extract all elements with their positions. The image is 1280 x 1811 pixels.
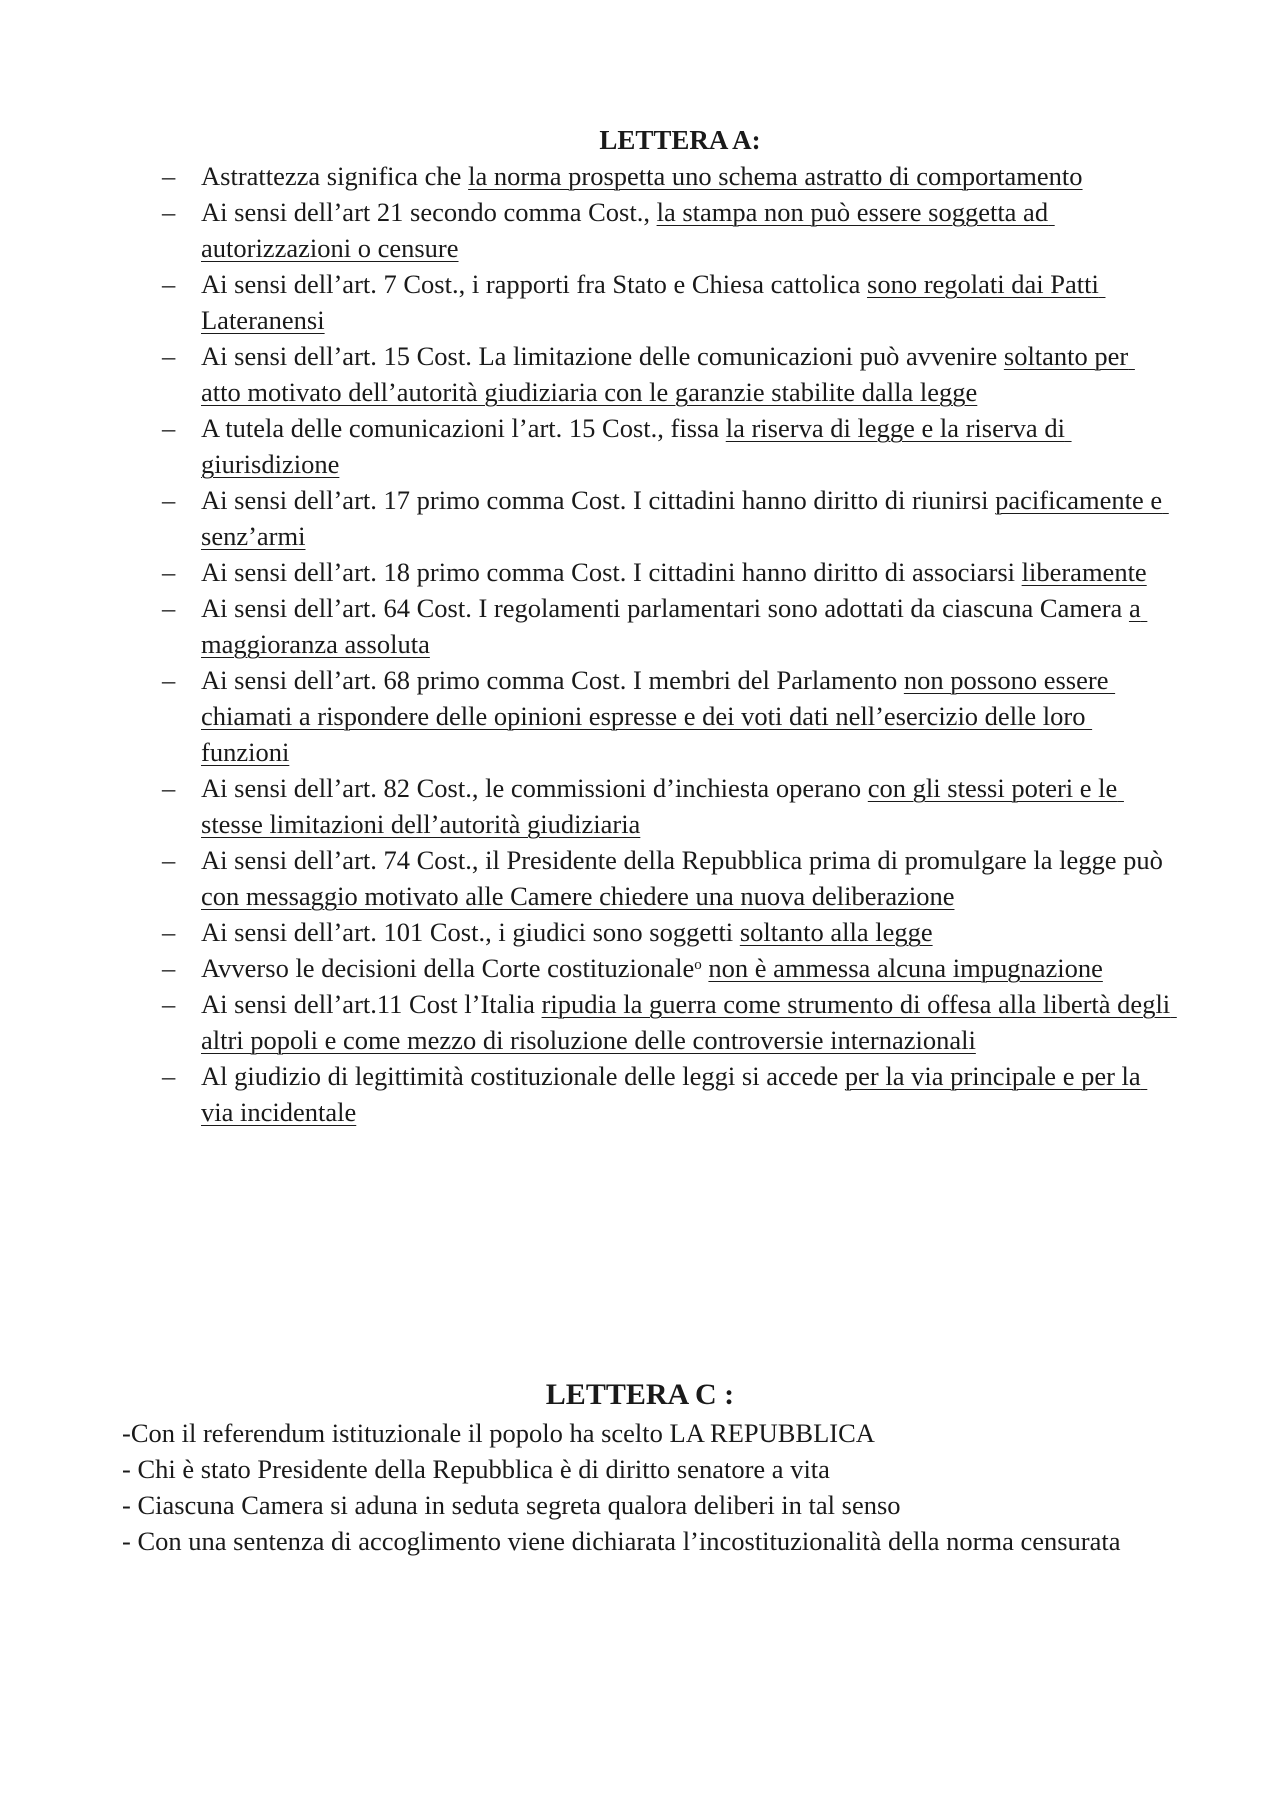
section-heading-lettera-c: LETTERA C : xyxy=(545,1378,735,1411)
underlined-answer: la riserva di legge e la riserva di giurisdizione xyxy=(201,413,1072,479)
list-item: – Ai sensi dell’art.11 Cost l’Italia ripudia la guerra come strumento di offesa alla libertà degli altri popoli e come mezzo di risoluzione delle controversie internazionali xyxy=(162,986,1172,1058)
list-item: – A tutela delle comunicazioni l’art. 15 Cost., fissa la riserva di legge e la riserva di giurisdizione xyxy=(162,410,1172,482)
list-item: - Chi è stato Presidente della Repubblica è di diritto senatore a vita xyxy=(122,1454,830,1484)
underlined-answer: liberamente xyxy=(1021,557,1147,587)
dash-bullet-icon: – xyxy=(162,269,176,299)
dash-bullet-icon: – xyxy=(162,341,176,371)
list-item: – Ai sensi dell’art. 74 Cost., il Presidente della Repubblica prima di promulgare la legge può con messaggio motivato alle Camere chiedere una nuova deliberazione xyxy=(162,842,1172,914)
underlined-answer: soltanto per atto motivato dell’autorità giudiziaria con le garanzie stabilite dalla legge xyxy=(201,341,1135,407)
list-item: – Ai sensi dell’art. 17 primo comma Cost. I cittadini hanno diritto di riunirsi pacificamente e senz’armi xyxy=(162,482,1172,554)
dash-bullet-icon: – xyxy=(162,953,176,983)
underlined-answer: non è ammessa alcuna impugnazione xyxy=(708,953,1103,983)
underlined-answer: con gli stessi poteri e le stesse limitazioni dell’autorità giudiziaria xyxy=(201,773,1124,839)
underlined-answer: pacificamente e senz’armi xyxy=(201,485,1169,551)
dash-bullet-icon: – xyxy=(162,161,176,191)
underlined-answer: soltanto alla legge xyxy=(739,917,933,947)
list-item: – Ai sensi dell’art. 82 Cost., le commissioni d’inchiesta operano con gli stessi poteri e le stesse limitazioni dell’autorità giudiziaria xyxy=(162,770,1172,842)
list-item: – Al giudizio di legittimità costituzionale delle leggi si accede per la via principale e per la via incidentale xyxy=(162,1058,1172,1130)
dash-bullet-icon: – xyxy=(162,917,176,947)
superscript-mark: o xyxy=(694,957,702,973)
underlined-answer: ripudia la guerra come strumento di offesa alla libertà degli altri popoli e come mezzo di risoluzione delle controversie internazionali xyxy=(201,989,1177,1055)
answers-list-lettera-a xyxy=(162,158,1177,1130)
dash-bullet-icon: – xyxy=(162,413,176,443)
dash-bullet-icon: – xyxy=(162,485,176,515)
list-item: – Astrattezza significa che la norma prospetta uno schema astratto di comportamento xyxy=(162,158,1172,194)
dash-bullet-icon: – xyxy=(162,773,176,803)
dash-bullet-icon: – xyxy=(162,665,176,695)
list-item: – Ai sensi dell’art. 64 Cost. I regolamenti parlamentari sono adottati da ciascuna Camera a maggioranza assoluta xyxy=(162,590,1172,662)
underlined-answer: per la via principale e per la via incidentale xyxy=(201,1061,1148,1127)
dash-bullet-icon: – xyxy=(162,557,176,587)
underlined-answer: non possono essere chiamati a rispondere delle opinioni espresse e dei voti dati nell’esercizio delle loro funzioni xyxy=(201,665,1116,767)
underlined-answer: con messaggio motivato alle Camere chiedere una nuova deliberazione xyxy=(201,881,955,911)
list-item: – Ai sensi dell’art. 7 Cost., i rapporti fra Stato e Chiesa cattolica sono regolati dai Patti Lateranensi xyxy=(162,266,1172,338)
list-item: – Avverso le decisioni della Corte costituzionale$^o$ non è ammessa alcuna impugnazione xyxy=(162,950,1172,986)
underlined-answer: sono regolati dai Patti Lateranensi xyxy=(201,269,1106,335)
section-heading-lettera-a: LETTERA A: xyxy=(599,125,761,155)
dash-bullet-icon: – xyxy=(162,197,176,227)
list-item: -Con il referendum istituzionale il popolo ha scelto LA REPUBBLICA xyxy=(122,1418,875,1448)
list-item: – Ai sensi dell’art. 15 Cost. La limitazione delle comunicazioni può avvenire soltanto per atto motivato dell’autorità giudiziaria con le garanzie stabilite dalla legge xyxy=(162,338,1172,410)
underlined-answer: la norma prospetta uno schema astratto di comportamento xyxy=(468,161,1083,191)
dash-bullet-icon: – xyxy=(162,1061,176,1091)
list-item: – Ai sensi dell’art. 101 Cost., i giudici sono soggetti soltanto alla legge xyxy=(162,914,1172,950)
underlined-answer: la stampa non può essere soggetta ad autorizzazioni o censure xyxy=(201,197,1055,263)
list-item: - Ciascuna Camera si aduna in seduta segreta qualora deliberi in tal senso xyxy=(122,1490,901,1520)
list-item: – Ai sensi dell’art. 18 primo comma Cost. I cittadini hanno diritto di associarsi liberamente xyxy=(162,554,1172,590)
underlined-answer: a maggioranza assoluta xyxy=(201,593,1148,659)
dash-bullet-icon: – xyxy=(162,593,176,623)
dash-bullet-icon: – xyxy=(162,989,176,1019)
list-item: - Con una sentenza di accoglimento viene dichiarata l’incostituzionalità della norma censurata xyxy=(122,1526,1121,1556)
answers-list-lettera-c xyxy=(122,1415,1162,1559)
dash-bullet-icon: – xyxy=(162,845,176,875)
list-item: – Ai sensi dell’art 21 secondo comma Cost., la stampa non può essere soggetta ad autorizzazioni o censure xyxy=(162,194,1172,266)
list-item: – Ai sensi dell’art. 68 primo comma Cost. I membri del Parlamento non possono essere chiamati a rispondere delle opinioni espresse e dei voti dati nell’esercizio delle loro funzioni xyxy=(162,662,1172,770)
